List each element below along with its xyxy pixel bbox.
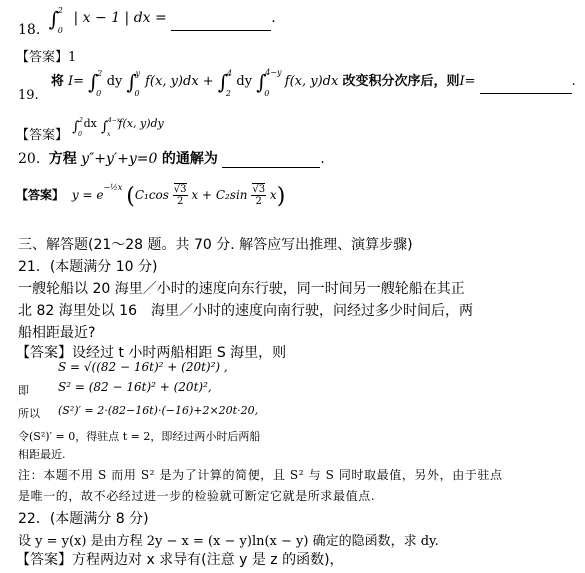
q20-line (18, 148, 325, 168)
section-title: 三、解答题(21～28 题。共 70 分. 解答应写出推理、演算步骤) (18, 237, 413, 253)
q19-f2: f(x, y)dx (284, 74, 339, 89)
ans20-eq: = (82, 188, 93, 202)
ans21-stationary: 令(S²)′ = 0，得驻点 t = 2，即经过两小时后两船 (18, 430, 261, 443)
q19-dy1: dy (106, 74, 123, 89)
q19-answer-blank (480, 79, 572, 94)
integral-sign: ∫ 4−x x (100, 117, 121, 138)
ans21-intro: 设经过 t 小时两船相距 S 海里，则 (72, 345, 287, 361)
ans19-dx: dx (83, 117, 97, 130)
ans21-suoyi-label: 所以 (18, 407, 40, 420)
q20-period: . (320, 151, 325, 167)
q21-text-line2: 北 82 海里处以 16 海里／小时的速度向南行驶，问经过多少时间后，两 (18, 303, 473, 319)
q19-period: . (571, 74, 576, 89)
ans20-c2-sin: C₂sin (215, 188, 248, 202)
integral-sign: ∫ 2 0 (48, 6, 63, 35)
q20-tail: 的通解为 (161, 151, 218, 167)
ans21-s-formula: S = √((82 − 16t)² + (20t)²) , (58, 360, 228, 374)
ans21-s2-formula: S² = (82 − 16t)² + (20t)², (58, 380, 212, 394)
q22-text: 设 y = y(x) 是由方程 2y − x = (x − y)ln(x − y) 确定的隐函数，求 dy. (18, 534, 439, 549)
ans20-frac1: $\frac{√3}{2}$ (173, 184, 187, 207)
ans20-exponent: −½x (103, 183, 123, 192)
ans20-c1-cos: C₁cos (134, 188, 169, 202)
ans21-intro-line (16, 342, 286, 362)
q20-lead: 方程 (48, 151, 77, 167)
integral-sign: ∫ 2 0 (88, 69, 103, 98)
integral-sign: ∫ y 0 (126, 69, 141, 98)
q19-var: I (67, 74, 74, 89)
q18-number: 18. (18, 22, 41, 38)
q19-f1: f(x, y)dx + (145, 74, 214, 89)
q20-number: 20. (18, 151, 41, 167)
q19-var2: I (459, 74, 465, 89)
ans21-note-line2: 是唯一的，故不必经过进一步的检验就可断定它就是所求最值点. (18, 489, 376, 503)
ans18-line (16, 46, 76, 65)
answer-label: 【答案】 (16, 188, 65, 202)
ans21-ji-label: 即 (18, 384, 29, 397)
left-paren: ( (126, 184, 135, 209)
answer-label: 【答案】 (16, 345, 72, 361)
ans20-line (16, 184, 285, 209)
q18-answer-blank (171, 16, 271, 31)
integral-sign: ∫ 4 2 (217, 69, 232, 98)
q18-integrand: | x − 1 | dx = (73, 10, 167, 26)
q21-header: 21．(本题满分 10 分) (18, 259, 158, 275)
q19-dy2: dy (236, 74, 253, 89)
ans19-line (16, 112, 164, 143)
ans20-e: e (96, 188, 104, 202)
answer-label: 【答案】 (16, 128, 69, 143)
ans20-x1: x + (191, 188, 212, 202)
ans20-y: y (71, 188, 79, 202)
q21-text-line1: 一艘轮船以 20 海里／小时的速度向东行驶，同一时间另一艘轮船在其正 (18, 281, 465, 297)
q20-equation: y″+y′+y=0 (81, 151, 158, 167)
q19-eq2: = (464, 74, 476, 89)
ans21-conclusion: 相距最近. (18, 448, 66, 461)
right-paren: ) (276, 184, 286, 209)
q21-text-line3: 船相距最近? (18, 325, 96, 341)
integral-sign: ∫ 4−y 0 (256, 68, 282, 98)
ans18-value: 1 (68, 50, 77, 65)
q18-lower-limit: 0 (57, 26, 63, 35)
ans22-text: 方程两边对 x 求导有(注意 y 是 z 的函数)， (72, 552, 344, 568)
ans20-frac2: $\frac{√3}{2}$ (252, 184, 266, 207)
integral-sign: ∫ 2 0 (72, 117, 83, 138)
q19-number: 19. (18, 88, 39, 103)
ans22-line (16, 549, 344, 569)
answer-label: 【答案】 (16, 552, 72, 568)
q19-eq: = (73, 74, 85, 89)
q19-tail: 改变积分次序后，则 (342, 74, 460, 89)
ans21-note-line1: 注：本题不用 S 而用 S² 是为了计算的简便，且 S² 与 S 同时取最值，另外，由于驻点 (18, 468, 503, 482)
q18-line (18, 6, 276, 38)
answer-label: 【答案】 (16, 50, 69, 65)
q19-line (18, 68, 576, 103)
q18-upper-limit: 2 (57, 6, 63, 15)
q19-lead: 将 (50, 74, 64, 89)
q20-answer-blank (222, 153, 320, 168)
ans19-integrand: f(x, y)dy (118, 117, 164, 130)
q18-period: . (271, 10, 276, 26)
ans20-x2: x (269, 188, 277, 202)
ans21-derivative: (S²)′ = 2·(82−16t)·(−16)+2×20t·20, (58, 404, 259, 417)
q22-header: 22．(本题满分 8 分) (18, 511, 149, 527)
